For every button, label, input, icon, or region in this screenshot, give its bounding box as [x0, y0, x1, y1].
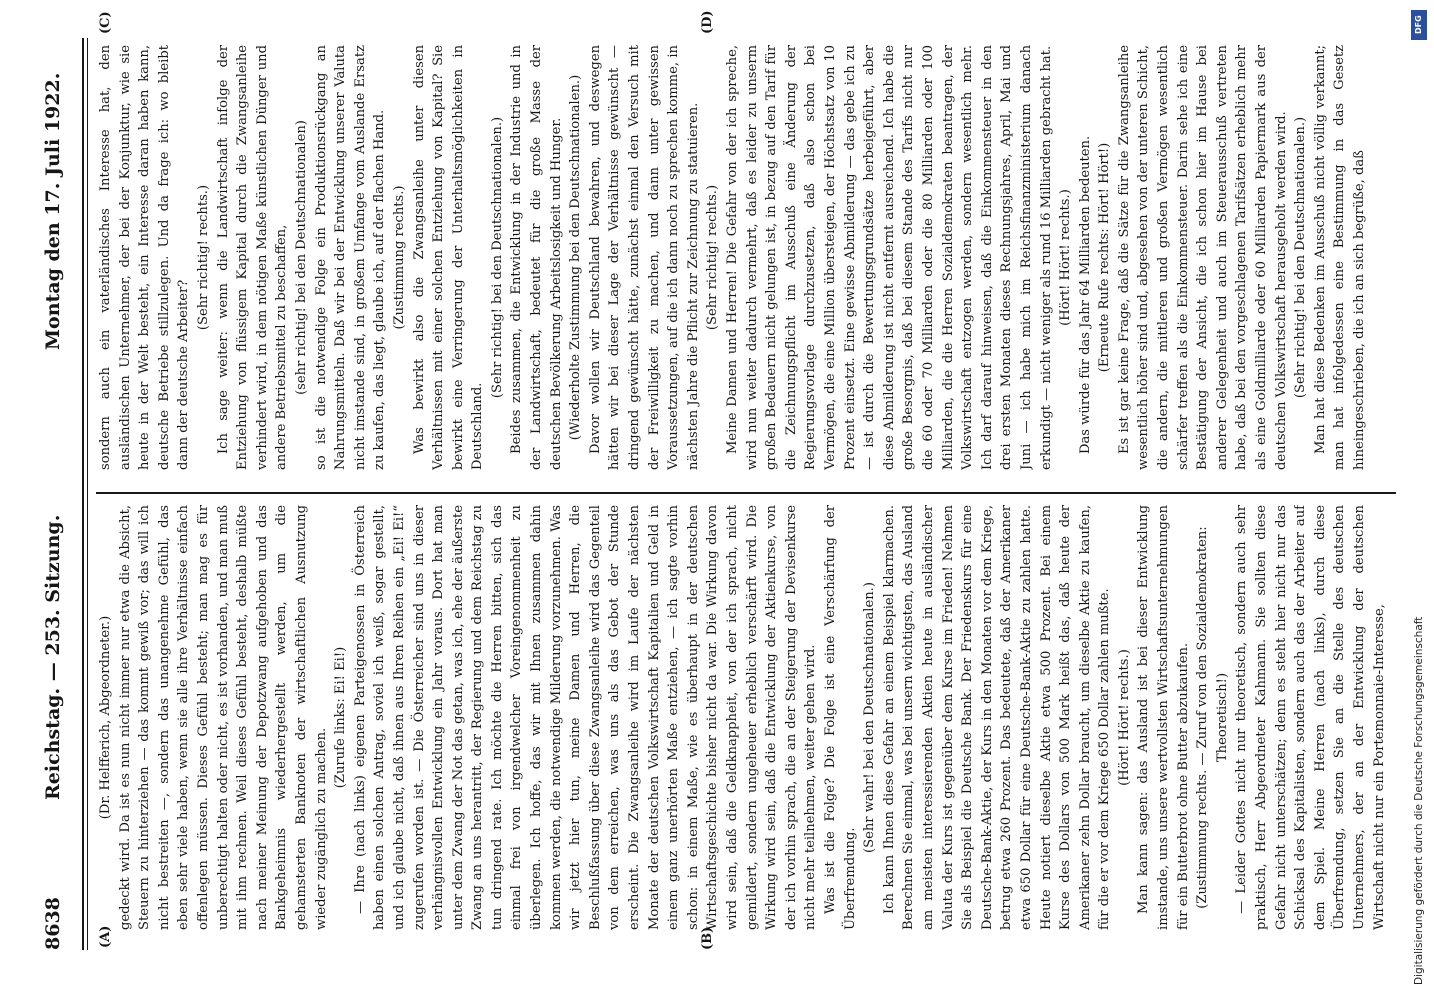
interjection: (Zustimmung rechts.) [391, 185, 407, 330]
interjection: (Zustimmung rechts. — Zuruf von den Sozialdemokraten: Theoretisch!) [1195, 526, 1230, 909]
column-divider [96, 492, 1396, 494]
header-rule [82, 38, 84, 950]
paragraph: Meine Damen und Herren! Die Gefahr von der ich spreche, wird nun weiter dadurch vermehrt, daß es leider zu unserm großen Bedauern nicht gelungen ist, in bezug auf den Tarif für die Zeichnungspflicht im Ausschuß eine Änderung der Regierungsvorlage durchzusetzen, daß also schon bei Vermögen, die eine Million übersteigen, der Höchstsatz von 10 Prozent einsetzt. Eine gewisse Abmilderung — das gebe ich zu — ist durch die Bewertungsgrundsätze herbeigeführt, aber diese Abmilderung ist nicht entfernt ausreichend. Ich habe die große Besorgnis, daß bei diesem Stande des Tarifs nicht nur die 60 oder 70 Milliarden oder die 80 Milliarden oder 100 Milliarden, die die Herren Sozialdemokraten beantragen, der Volkswirtschaft entzogen werden, sondern wesentlich mehr. Ich darf darauf hinweisen, daß die Einkommensteuer in den drei ersten Monaten dieses Rechnungsjahres, April, Mai und Juni — ich habe mich im Reichsfinanzministerium danach erkundigt — nicht weniger als rund 16 Milliarden gebracht hat. [725, 45, 1054, 470]
paragraph: Man hat diese Bedenken im Ausschuß nicht völlig verkannt; man hat infolgedessen eine Bestimmung in das Gesetz hineingeschrieben, die ich an sich begrüße, daß [1312, 45, 1367, 470]
paragraph: Ich kann Ihnen diese Gefahr an einem Beispiel klarmachen. Berechnen Sie einmal, was bei unsern wichtigsten, das Ausland am meisten interessierenden Aktien heute in ausländischer Valuta der Kurs ist gegenüber dem Kurse im Frieden! Nehmen Sie als Beispiel die Deutsche Bank. Der Friedenskurs für eine Deutsche-Bank-Aktie, der Kurs in den Monaten vor dem Kriege, betrug etwa 260 Prozent. Das bedeutete, daß der Amerikaner etwa 650 Dollar für eine Deutsche-Bank-Aktie zu zahlen hatte. Heute notiert dieselbe Aktie etwa 500 Prozent. Bei einem Kurse des Dollars von 500 Mark heißt das, daß heute der Amerikaner zehn Dollar braucht, um dieselbe Aktie zu kaufen, für die er vor dem Kriege 650 Dollar zahlen mußte. [881, 505, 1113, 930]
margin-mark-a: (A) [98, 925, 113, 948]
digitization-credit [1410, 10, 1428, 985]
paragraph: — Leider Gottes nicht nur theoretisch, sondern auch sehr praktisch, Herr Abgeordneter Kahmann. Sie sollten diese Gefahr nicht unterschätzen; denn es steht hier nicht nur das Schicksal des Kapitalisten, sondern auch das der Arbeiter auf dem Spiel. Meine Herren (nach links), durch diese Überfremdung, setzen Sie an die Stelle des deutschen Unternehmers, der an der Entwicklung der deutschen Wirtschaft nicht nur ein Portemonnaie-Interesse, [1234, 505, 1387, 930]
paragraph: Man kann sagen: das Ausland ist bei dieser Entwicklung imstande, uns unsere wertvollsten Wirtschaftsunternehmungen für ein Butterbrot ohne Butter abzukaufen. [1136, 505, 1191, 930]
paragraph: — Ihre (nach links) eigenen Parteigenossen in Österreich haben einen solchen Antrag, soviel ich weiß, sogar gestellt, und ich glaube nicht, daß ihnen aus Ihren Reihen ein „Ei! Ei!“ zugerufen worden ist. — Die Österreicher sind uns in dieser verhängnisvollen Entwicklung ein Jahr voraus. Dort hat man unter dem Zwang der Not das getan, was ich, ehe der äußerste Zwang an uns herantritt, der Regierung und dem Reichstag zu tun dringend rate. Ich möchte die Herren bitten, sich das einmal frei von irgendwelcher Voreingenommenheit zu überlegen. Ich hoffe, das wir mit Ihnen zusammen dahin kommen werden, die notwendige Milderung vorzunehmen. Was wir jetzt hier tun, meine Damen und Herren, die Beschlußfassung über diese Zwangsanleihe wird das Gegenteil von dem erreichen, was uns als das Gebot der Stunde erscheint. Die Zwangsanleihe wird im Laufe der nächsten Monate der deutschen Volkswirtschaft Kapitalien und Geld in einem ganz unerhörten Maße entziehen, — ich sagte vorhin schon: in einem Maße, wie es überhaupt in der deutschen Wirtschaftsgeschichte bisher nicht da war. Die Wirkung davon wird sein, daß die Geldknappheit, von der ich sprach, nicht gemildert, sondern ungeheuer erheblich verschärft wird. Die Wirkung wird sein, daß die Entwicklung der Aktienkurse, von der ich vorhin sprach, die an der Steigerung der Devisenkurse nicht mehr teilnehmen, weiter gehen wird. [352, 505, 819, 930]
interjection: (Sehr richtig! bei den Deutschnationalen.) [1293, 116, 1309, 399]
session-title: Reichstag. — 253. Sitzung. [42, 514, 64, 800]
paragraph: so ist die notwendige Folge ein Produktionsrückgang an Nahrungsmitteln. Daß wir bei der Entwicklung unserer Valuta nicht imstande sind, in großem Umfange vom Auslande Ersatz zu kaufen, das liegt, glaube ich, auf der flachen Hand. [313, 45, 388, 470]
interjection: (sehr richtig! bei den Deutschnationalen) [293, 120, 309, 395]
interjection: (Hört! Hört! rechts.) [1058, 189, 1074, 326]
interjection: (Sehr wahr! bei den Deutschnationalen.) [862, 582, 878, 853]
paragraph: gedeckt wird. Da ist es nun nicht immer nur etwa die Absicht, Steuern zu hinterziehen — das kommt gewiß vor; das will ich nicht bestreiten —, sondern das unangenehme Gefühl, das eben sehr viele haben, wenn sie alle ihre Verhältnisse einfach offenlegen müssen. Dieses Gefühl besteht; man mag es für unberechtigt halten oder nicht, es ist vorhanden, und man muß mit ihm rechnen. Weil dieses Gefühl besteht, deshalb müßte nach meiner Meinung der Depotzwang aufgehoben und das Bankgeheimnis wiederhergestellt werden, um die gehamsterten Banknoten der wirtschaftlichen Ausnutzung wieder zugänglich zu machen. [117, 505, 329, 930]
dfg-logo: DFG [1411, 10, 1427, 40]
paragraph: Was bewirkt also die Zwangsanleihe unter diesen Verhältnissen mit einer solchen Entziehung von Kapital? Sie bewirkt eine Verringerung der Unterhaltsmöglichkeiten in Deutschland. [411, 45, 486, 470]
left-column [96, 505, 1396, 930]
interjection: (Wiederholte Zustimmung bei den Deutschnationalen.) [568, 74, 584, 441]
right-column [96, 45, 1396, 470]
paragraph: Was ist die Folge? Die Folge ist eine Verschärfung der Überfremdung. [822, 505, 858, 930]
paragraph: Beides zusammen, die Entwicklung in der Industrie und in der Landwirtschaft, bedeutet für die große Masse der deutschen Bevölkerung Arbeitslosigkeit und Hunger. [509, 45, 564, 470]
paragraph: sondern auch ein vaterländisches Interesse hat, den ausländischen Unternehmer, der bei der Konjunktur, wie sie heute in der Welt besteht, ein Interesse daran haben kann, deutsche Betriebe stillzulegen. Und da frage ich: wo bleibt dann der deutsche Arbeiter? [98, 45, 192, 470]
interjection: (Erneute Rufe rechts: Hört! Hört!) [1097, 142, 1113, 373]
interjection: (Sehr richtig! rechts.) [195, 184, 211, 331]
page-number: 8638 [42, 897, 64, 950]
speaker-line: (Dr. Helfferich, Abgeordneter.) [98, 615, 113, 820]
paragraph: Das würde für das Jahr 64 Milliarden bedeuten. [1077, 135, 1093, 454]
interjection: (Zurufe links: Ei! Ei!) [333, 646, 349, 789]
margin-mark-c: (C) [98, 11, 113, 34]
paragraph: Davor wollen wir Deutschland bewahren, und deswegen hätten wir bei dieser Lage der Verhältnisse gewünscht — dringend gewünscht hätte, zunächst einmal den Versuch mit der Freiwilligkeit zu machen, und dann unter gewissen Voraussetzungen, auf die ich dann noch zu sprechen komme, in nächsten Jahre die Pflicht zur Zeichnung zu statuieren. [587, 45, 701, 470]
paragraph: Ich sage weiter: wenn die Landwirtschaft infolge der Entziehung von flüssigem Kapital durch die Zwangsanleihe verhindert wird, in dem nötigen Maße künstlichen Dünger und andere Betriebsmittel zu beschaffen, [215, 45, 290, 470]
margin-mark-b: (B) [700, 926, 715, 950]
paragraph: Es ist gar keine Frage, daß die Sätze für die Zwangsanleihe wesentlich höher sind und, abgesehen von der unteren Schicht, die andern, die mittleren und großen Vermögen wesentlich schärfer treffen als die Einkommensteuer. Darin sehe ich eine Bestätigung der Ansicht, die ich schon hier im Hause bei anderer Gelegenheit und auch im Steuerausschuß vertreten habe, daß bei den vorgeschlagenen Tarifsätzen erheblich mehr als eine Goldmilliarde oder 60 Milliarden Papiermark aus der deutschen Volkswirtschaft herausgeholt werden wird. [1116, 45, 1289, 470]
interjection: (Sehr richtig! bei den Deutschnationalen.) [489, 116, 505, 399]
interjection: (Hört! Hört! rechts.) [1116, 649, 1132, 786]
header-rule-thin [87, 38, 88, 950]
session-date: Montag den 17. Juli 1922. [42, 72, 64, 350]
margin-mark-d: (D) [700, 10, 715, 34]
credit-text: Digitalisierung gefördert durch die Deutsche Forschungsgemeinschaft [1413, 616, 1425, 985]
interjection: (Sehr richtig! rechts.) [705, 184, 721, 331]
page-header [42, 40, 72, 950]
